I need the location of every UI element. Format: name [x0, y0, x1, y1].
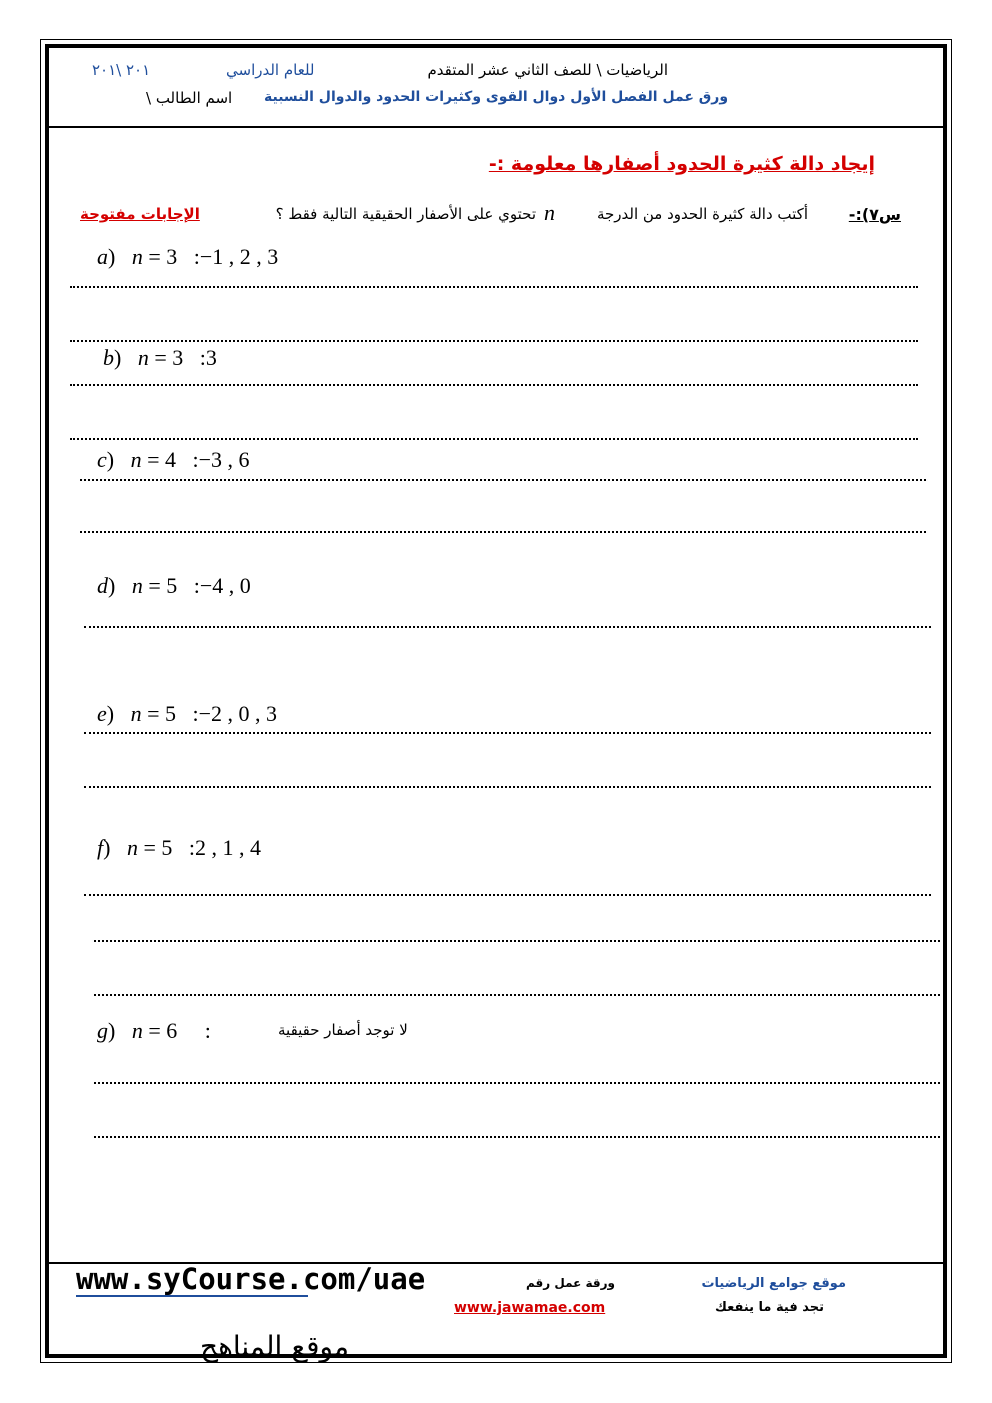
- item-g-note: لا توجد أصفار حقيقية: [278, 1021, 408, 1039]
- question-text-after: تحتوي على الأصفار الحقيقية التالية فقط ؟: [275, 205, 536, 223]
- item-a-label: a: [97, 244, 108, 269]
- item-d-zeros: −4 , 0: [199, 573, 251, 598]
- item-b: b) n = 3 :3: [103, 345, 217, 370]
- item-c-zeros: −3 , 6: [198, 447, 250, 472]
- item-d-degree: 5: [166, 573, 178, 598]
- answer-line[interactable]: [94, 940, 940, 942]
- item-f-zeros: 2 , 1 , 4: [195, 835, 261, 860]
- item-c-label: c: [97, 447, 107, 472]
- year-label: للعام الدراسي: [226, 61, 315, 79]
- student-name-label: اسم الطالب \: [146, 89, 233, 107]
- answers-note: الإجابات مفتوحة: [80, 205, 200, 223]
- item-c: c) n = 4 :−3 , 6: [97, 447, 250, 472]
- item-b-label: b: [103, 345, 114, 370]
- item-a-zeros: −1 , 2 , 3: [199, 244, 279, 269]
- answer-line[interactable]: [94, 1082, 940, 1084]
- answer-line[interactable]: [70, 438, 918, 440]
- subject-line: الرياضيات \ للصف الثاني عشر المتقدم: [427, 61, 668, 79]
- item-f: f) n = 5 :2 , 1 , 4: [97, 835, 261, 860]
- watermark-underline: [76, 1295, 308, 1297]
- answer-line[interactable]: [84, 732, 931, 734]
- watermark-arabic: موقع المناهج: [200, 1330, 349, 1363]
- item-b-degree: 3: [172, 345, 184, 370]
- item-e-zeros: −2 , 0 , 3: [198, 701, 278, 726]
- year-value: ٢٠١ \٢٠١: [92, 61, 151, 79]
- header-divider: [45, 126, 947, 128]
- item-c-degree: 4: [165, 447, 177, 472]
- answer-line[interactable]: [94, 994, 940, 996]
- answer-line[interactable]: [84, 786, 931, 788]
- item-g-degree: 6: [166, 1018, 178, 1043]
- item-g-label: g: [97, 1018, 108, 1043]
- question-number: س٧):-: [848, 205, 901, 224]
- answer-line[interactable]: [80, 479, 926, 481]
- item-f-degree: 5: [161, 835, 173, 860]
- item-e-label: e: [97, 701, 107, 726]
- worksheet-title: ورق عمل الفصل الأول دوال القوى وكثيرات الحدود والدوال النسبية: [264, 89, 729, 105]
- item-d-label: d: [97, 573, 108, 598]
- answer-line[interactable]: [70, 340, 918, 342]
- item-g: g) n = 6 :: [97, 1018, 211, 1043]
- item-a: a) n = 3 :−1 , 2 , 3: [97, 244, 279, 269]
- answer-line[interactable]: [94, 1136, 940, 1138]
- footer-worksheet-number-label: ورقة عمل رقم: [526, 1276, 615, 1290]
- answer-line[interactable]: [70, 286, 918, 288]
- answer-line[interactable]: [70, 384, 918, 386]
- answer-line[interactable]: [84, 626, 931, 628]
- answer-line[interactable]: [80, 531, 926, 533]
- watermark-url: www.syCourse.com/uae: [76, 1262, 426, 1296]
- item-b-zeros: 3: [205, 345, 217, 370]
- item-e-degree: 5: [165, 701, 177, 726]
- section-title: إيجاد دالة كثيرة الحدود أصفارها معلومة :-: [488, 153, 875, 175]
- footer-website-link[interactable]: www.jawamae.com: [454, 1300, 606, 1316]
- question-variable: n: [544, 200, 555, 225]
- answer-line[interactable]: [84, 894, 931, 896]
- question-text-before: أكتب دالة كثيرة الحدود من الدرجة: [596, 205, 808, 223]
- footer-slogan: تجد فية ما ينفعك: [715, 1300, 824, 1315]
- item-a-degree: 3: [166, 244, 178, 269]
- item-d: d) n = 5 :−4 , 0: [97, 573, 251, 598]
- item-e: e) n = 5 :−2 , 0 , 3: [97, 701, 278, 726]
- footer-site-name: موقع جوامع الرياضيات: [701, 1276, 846, 1291]
- item-f-label: f: [97, 835, 104, 860]
